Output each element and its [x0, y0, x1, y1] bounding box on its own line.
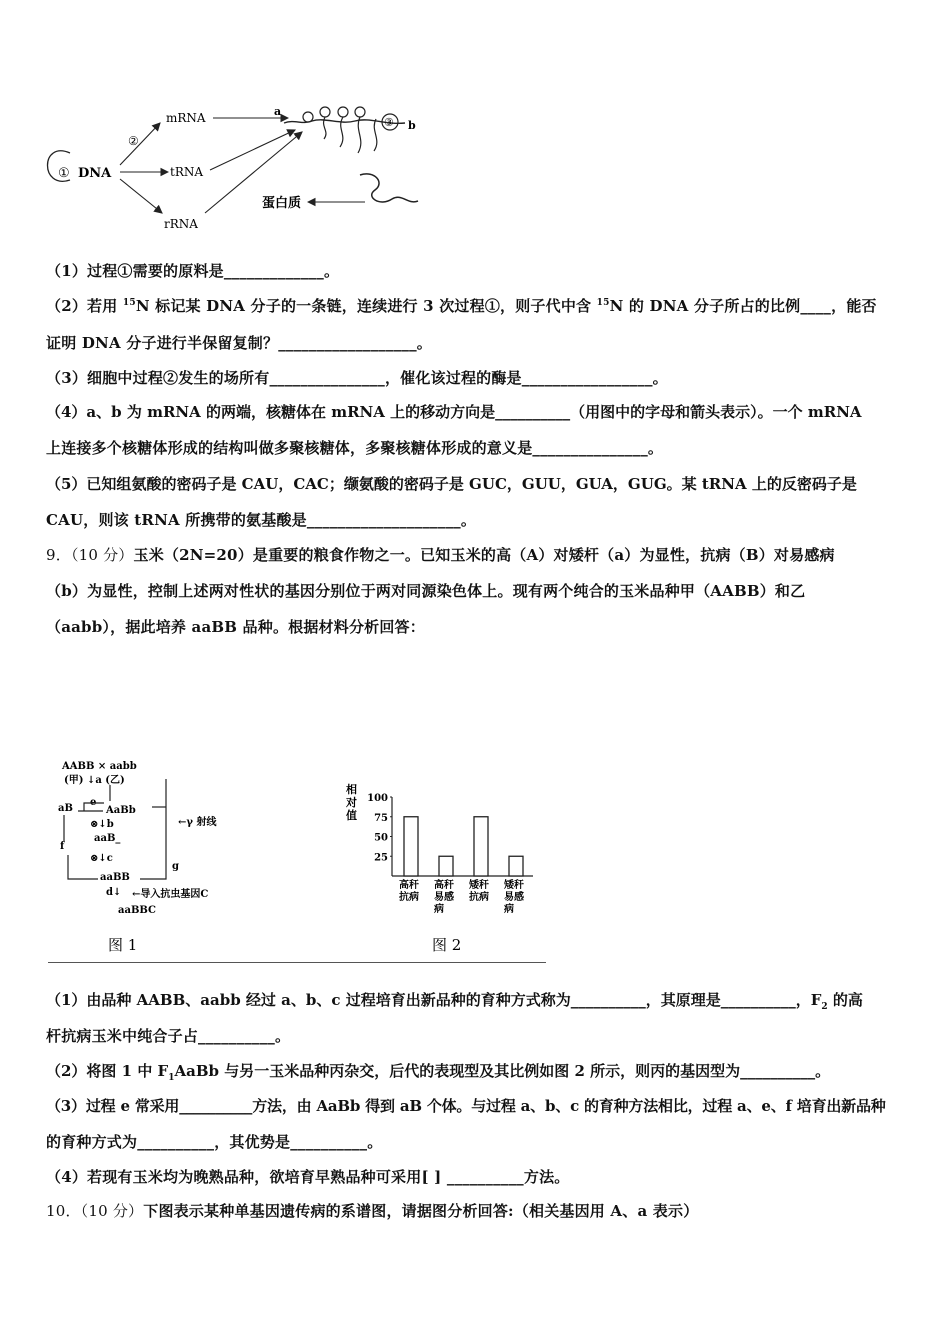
chart-ylabel: 相对值: [346, 783, 357, 822]
arrow-to-rrna: [120, 179, 162, 213]
y-tick-label: 25: [374, 852, 388, 864]
q9-intro-text: 玉米（2N=20）是重要的粮食作物之一。已知玉米的高（A）对矮杆（a）为显性，抗病（B）对易感病: [133, 546, 835, 564]
q9-intro-line2: （b）为显性，控制上述两对性状的基因分别位于两对同源染色体上。现有两个纯合的玉米品种甲（AABB）和乙: [46, 582, 806, 600]
ab-label: aB: [58, 803, 73, 814]
y-tick-label: 100: [367, 793, 388, 804]
q8-part2-line2: 证明 DNA 分子进行半保留复制？__________________。: [46, 334, 433, 352]
rrna-label: rRNA: [164, 217, 198, 231]
q9-part1-line2: 杆抗病玉米中纯合子占__________。: [46, 1027, 291, 1045]
gene-expression-diagram: [40, 95, 440, 245]
f-label: f: [60, 841, 65, 852]
q9-intro-line3: （aabb），据此培养 aaBB 品种。根据材料分析回答：: [46, 618, 425, 636]
q9-part3-line1: （3）过程 e 常采用__________方法，由 AaBb 得到 aB 个体。与过程 a、b、c 的育种方法相比，过程 a、e、f 培育出新品种: [46, 1097, 886, 1115]
figure-divider: [48, 962, 546, 963]
end-a-label: a: [274, 105, 282, 118]
trna-label: tRNA: [170, 165, 204, 179]
dna-label: DNA: [78, 166, 112, 181]
figure1-caption: 图 1: [108, 936, 138, 954]
q9-part4: （4）若现有玉米均为晚熟品种，欲培育早熟品种可采用[ ] __________方法。: [46, 1168, 570, 1186]
arrow-trna-ribosome: [210, 130, 295, 170]
self2-label: ⊗↓c: [90, 853, 113, 864]
step1-label: ①: [58, 166, 70, 181]
cross-label: AABB × aabb: [62, 761, 137, 772]
q8-part2-line1: （2）若用 $^{15}$N 标记某 DNA 分子的一条链，连续进行 3 次过程①，则子代中含 $^{15}$N 的 DNA 分子所占的比例____，能否: [46, 297, 877, 315]
step3-label: ③: [384, 116, 394, 129]
q8-part5-line2: CAU，则该 tRNA 所携带的氨基酸是____________________。: [46, 511, 477, 529]
x-category-label: 高秆易感病: [434, 880, 454, 915]
aabb-label: aaBB: [100, 872, 130, 883]
y-tick-label: 50: [374, 832, 388, 844]
chart-bars: [404, 817, 523, 876]
q9-part1-line1: （1）由品种 AABB、aabb 经过 a、b、c 过程培育出新品种的育种方式称为__________，其原理是__________，$F_2$ 的高: [46, 991, 863, 1012]
chart-categories: [399, 878, 524, 915]
q10-intro: [46, 1201, 916, 1221]
aab-label: aaB_: [94, 833, 121, 844]
q10-text: 下图表示某种单基因遗传病的系谱图，请据图分析回答:（相关基因用 A、a 表示）: [143, 1202, 699, 1220]
chart-yticks: [367, 793, 392, 863]
breeding-scheme: [58, 761, 217, 916]
x-category-label: 矮秆抗病: [469, 880, 489, 903]
q8-part4-line2: 上连接多个核糖体形成的结构叫做多聚核糖体，多聚核糖体形成的意义是_______________。: [46, 439, 664, 457]
import-label: ←导入抗虫基因C: [132, 889, 209, 900]
q8-part3: （3）细胞中过程②发生的场所有_______________，催化该过程的酶是_________________。: [46, 369, 668, 387]
breeding-figures: [48, 745, 548, 967]
g-label: g: [172, 861, 179, 872]
q8-part5-line1: （5）已知组氨酸的密码子是 CAU，CAC；缬氨酸的密码子是 GUC，GUU，GUA，GUG。某 tRNA 上的反密码子是: [46, 475, 857, 493]
parents-label: (甲) ↓a (乙): [64, 775, 125, 786]
bar-4: [509, 856, 523, 876]
protein-label: 蛋白质: [262, 196, 302, 211]
step2-label: ②: [128, 134, 139, 148]
scheme-lines: [64, 779, 166, 879]
f1-label: AaBb: [106, 805, 136, 816]
figure2-chart: [345, 782, 533, 915]
figure2-caption: 图 2: [432, 936, 462, 954]
e-label: e: [90, 797, 97, 808]
x-category-label: 矮秆易感病: [504, 880, 524, 915]
mrna-label: mRNA: [166, 111, 206, 125]
q8-part4-line1: （4）a、b 为 mRNA 的两端，核糖体在 mRNA 上的移动方向是__________（用图中的字母和箭头表示）。一个 mRNA: [46, 403, 862, 421]
y-tick-label: 75: [374, 812, 388, 824]
q9-part2: （2）将图 1 中 $F_1AaBb$ 与另一玉米品种丙杂交，后代的表现型及其比例如图 2 所示，则丙的基因型为__________。: [46, 1062, 831, 1083]
aabbc-label: aaBBC: [118, 905, 157, 916]
arrow-to-mrna: [120, 123, 160, 165]
ribosomes: [303, 107, 398, 153]
protein-chain: [360, 174, 418, 202]
q8-part1: （1）过程①需要的原料是_____________。: [46, 262, 340, 280]
d-label: d↓: [106, 887, 122, 898]
q9-intro-line1: [46, 545, 916, 565]
self1-label: ⊗↓b: [90, 819, 114, 830]
end-b-label: b: [408, 119, 416, 132]
bar-3: [474, 817, 488, 876]
gamma-label: ←γ 射线: [178, 817, 217, 828]
x-category-label: 高秆抗病: [399, 880, 419, 903]
q10-number: 10．（10 分）: [46, 1202, 144, 1220]
bar-2: [439, 856, 453, 876]
bar-1: [404, 817, 418, 876]
q9-part3-line2: 的育种方式为__________，其优势是__________。: [46, 1133, 383, 1151]
q9-number: 9．（10 分）: [46, 546, 134, 564]
